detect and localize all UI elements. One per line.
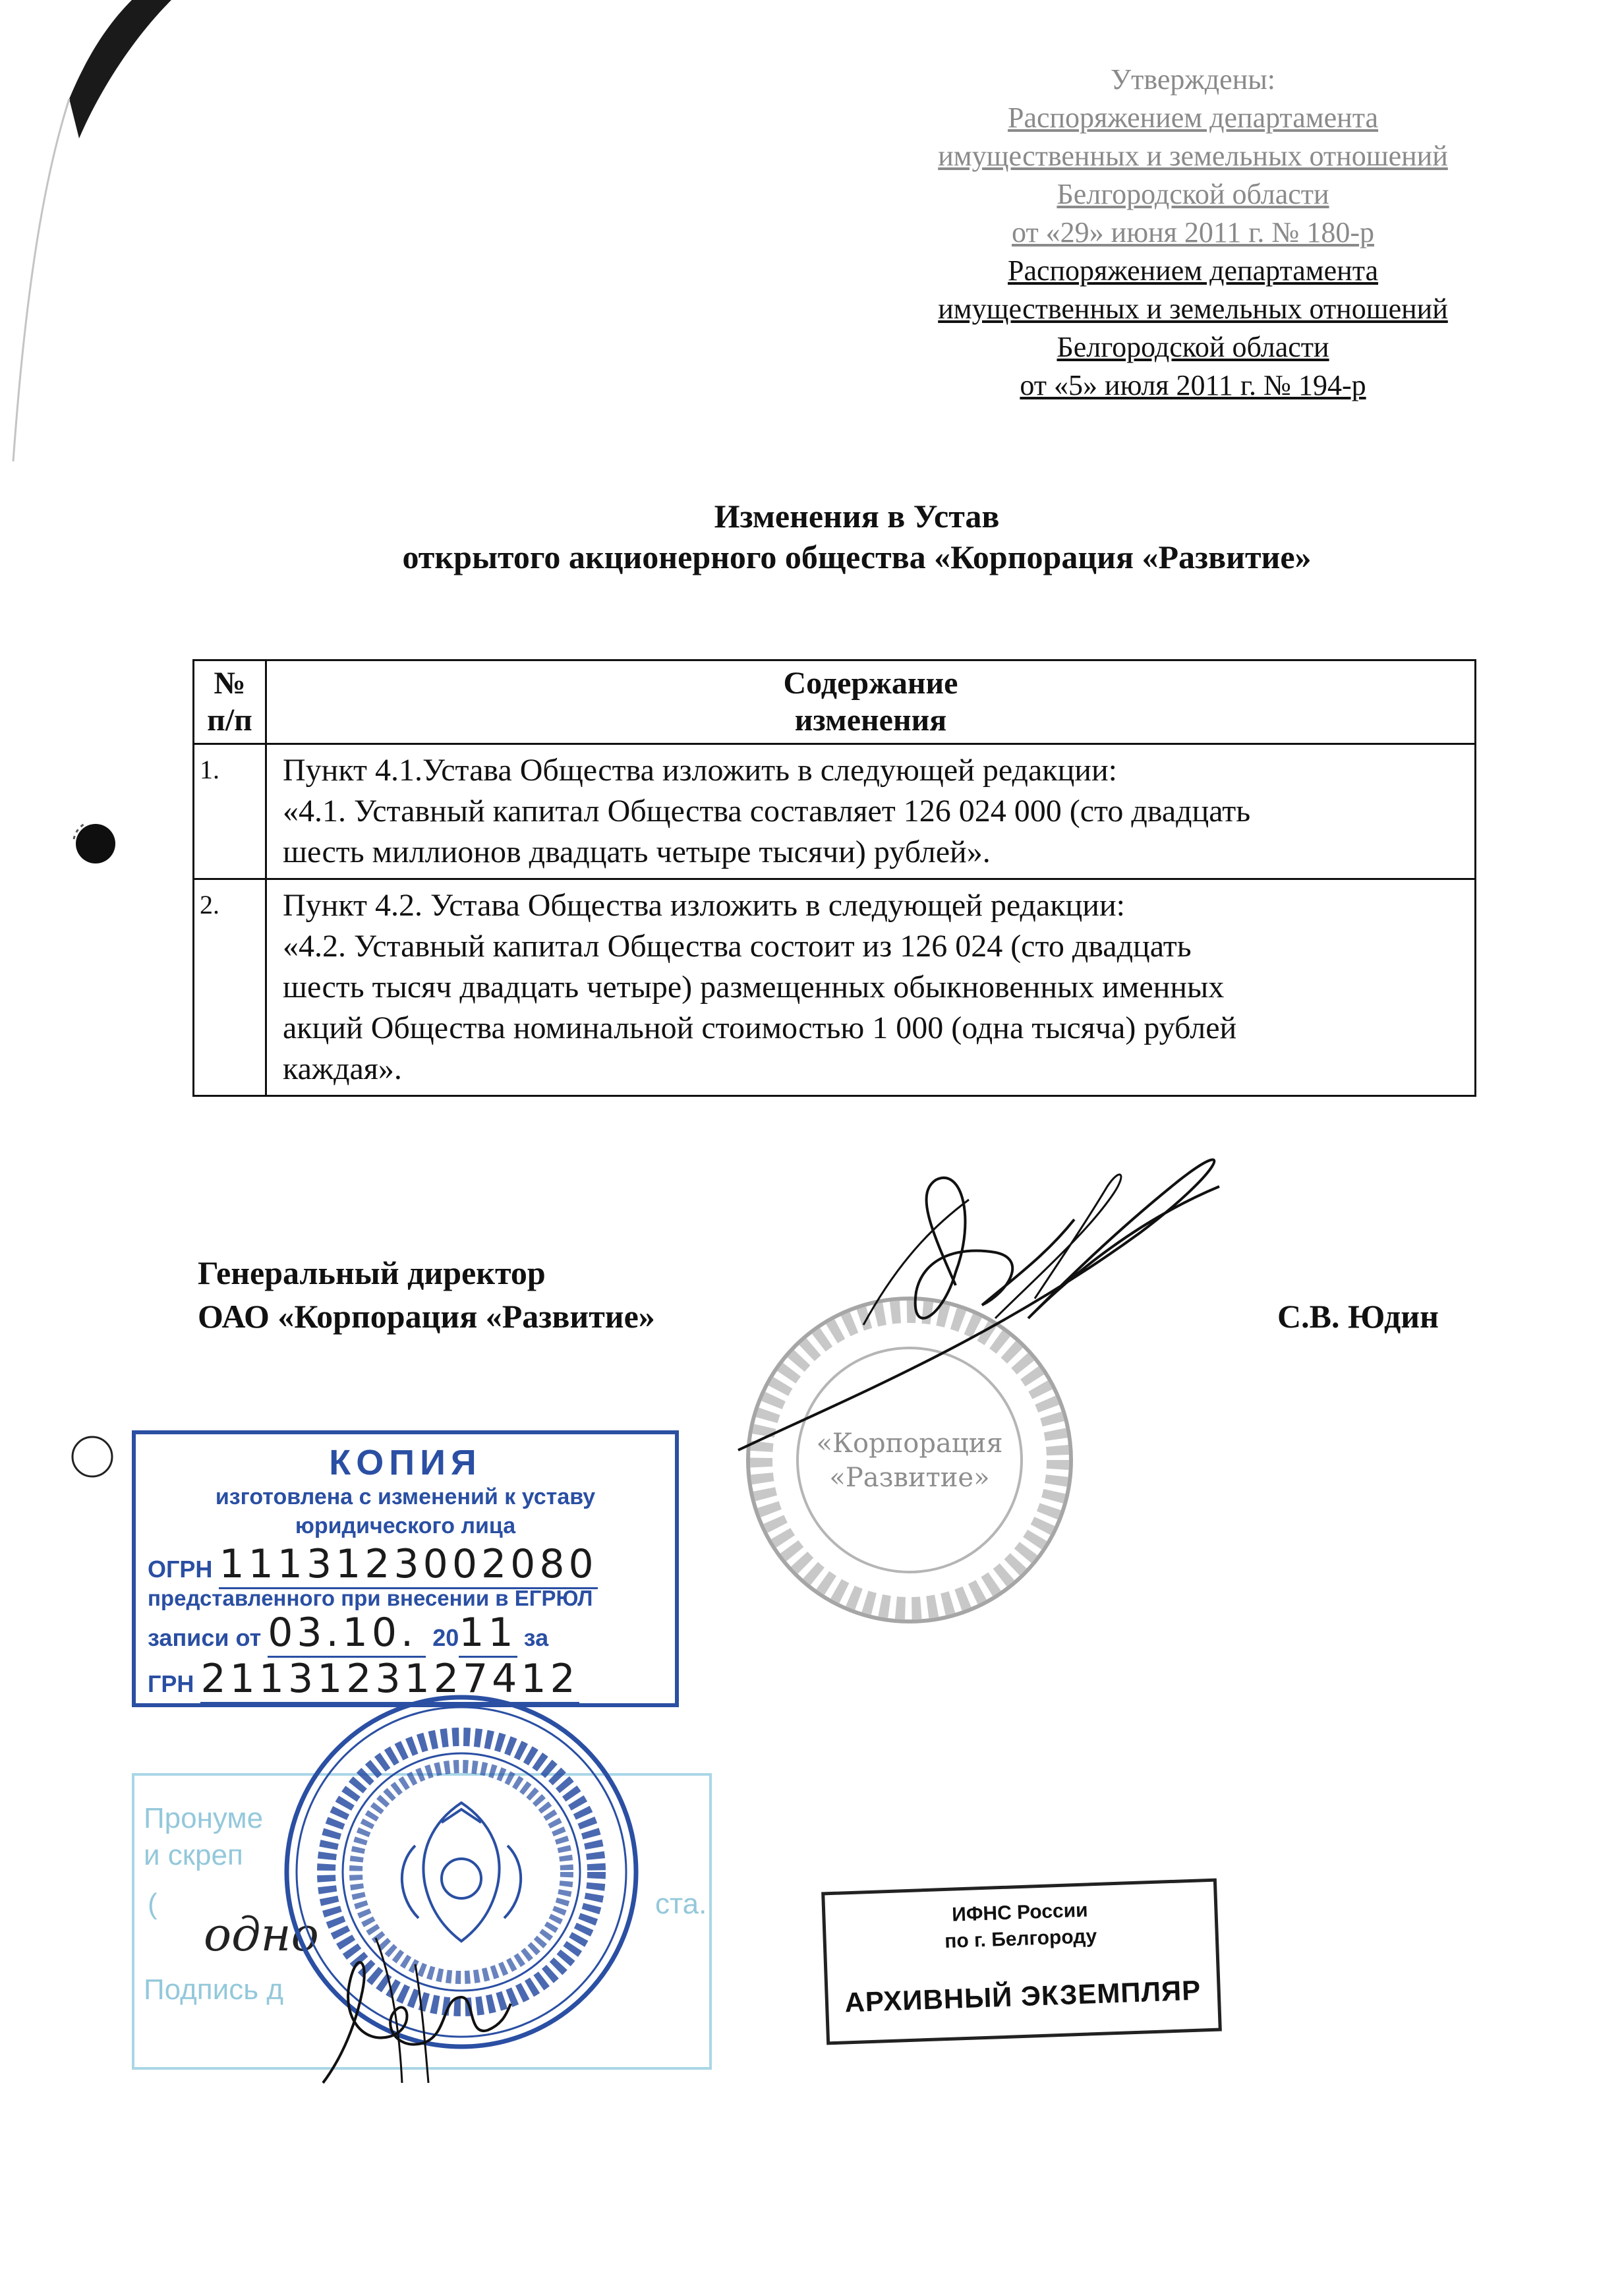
copy-stamp-title: КОПИЯ <box>329 1443 482 1482</box>
bound-stamp-handwritten: одно <box>204 1908 319 1962</box>
record-date: 03.10. <box>268 1610 426 1658</box>
approval-order1-line3: Белгородской области <box>1057 178 1329 210</box>
approval-order1-line2: имущественных и земельных отношений <box>938 140 1448 172</box>
bound-stamp-paren: ( <box>148 1888 158 1920</box>
archive-stamp-line2: по г. Белгороду <box>944 1925 1097 1953</box>
title-line-2: открытого акционерного общества «Корпорация «Развитие» <box>402 539 1312 575</box>
grn-label: ГРН <box>148 1670 194 1697</box>
row-text-line: каждая». <box>283 1051 402 1086</box>
approval-order2-line3: Белгородской области <box>1057 331 1329 363</box>
position-line1: Генеральный директор <box>198 1254 546 1291</box>
row-text-line: акций Общества номинальной стоимостью 1 000 (одна тысяча) рублей <box>283 1010 1237 1045</box>
archive-stamp-line3: АРХИВНЫЙ ЭКЗЕМПЛЯР <box>844 1974 1202 2018</box>
document-title <box>0 496 1624 577</box>
record-suffix: за <box>523 1624 549 1651</box>
record-year: 11 <box>459 1610 517 1658</box>
approval-order1-line1: Распоряжением департамента <box>1007 102 1379 134</box>
archive-stamp-line1: ИФНС России <box>951 1899 1089 1926</box>
ogrn-value: 1113123002080 <box>219 1541 597 1589</box>
header-content-cell <box>266 660 1476 744</box>
header-num-cell <box>194 660 266 744</box>
row-text-line: «4.2. Уставный капитал Общества состоит из 126 024 (сто двадцать <box>283 929 1192 964</box>
title-line-1: Изменения в Устав <box>714 498 1000 535</box>
signatory-name: С.В. Юдин <box>1277 1298 1439 1335</box>
binder-hole-bottom <box>63 1427 122 1486</box>
table-row <box>194 744 1476 879</box>
position-line2: ОАО «Корпорация «Развитие» <box>198 1298 655 1335</box>
approval-heading: Утверждены: <box>1110 63 1276 96</box>
record-label: записи от <box>148 1624 262 1651</box>
row-text-line: Пункт 4.1.Устава Общества изложить в следующей редакции: <box>283 753 1117 788</box>
row-text-line: Пункт 4.2. Устава Общества изложить в следующей редакции: <box>283 888 1125 923</box>
bound-stamp-line3-suffix: ста. <box>655 1888 707 1920</box>
grn-value: 2113123127412 <box>200 1656 579 1704</box>
binder-hole-top <box>59 807 132 880</box>
bound-stamp-line4: Подпись д <box>144 1973 284 2006</box>
header-num-abbr: п/п <box>207 703 252 738</box>
inspector-signature <box>310 1925 521 2103</box>
company-seal-inner-line1: «Корпорация <box>816 1428 1003 1459</box>
row-content <box>266 879 1476 1096</box>
approval-order1-date: от «29» июня 2011 г. № 180-р <box>1012 216 1374 248</box>
record-row <box>148 1610 548 1658</box>
bound-stamp-line1: Пронуме <box>144 1802 264 1834</box>
header-num-symbol: № <box>214 666 246 701</box>
bound-stamp-line2: и скреп <box>144 1839 243 1871</box>
row-text-line: шесть миллионов двадцать четыре тысячи) рублей». <box>283 834 991 869</box>
ogrn-row <box>148 1541 598 1589</box>
copy-stamp-line1: изготовлена с изменений к уставу <box>215 1484 596 1509</box>
table-header-row <box>194 660 1476 744</box>
signatory-position <box>198 1251 655 1338</box>
row-text-line: шесть тысяч двадцать четыре) размещенных обыкновенных именных <box>283 970 1225 1005</box>
amendments-table <box>192 659 1476 1097</box>
header-content-line2: изменения <box>794 703 947 738</box>
page-fold-mark <box>0 0 171 461</box>
approval-block <box>817 61 1569 405</box>
ogrn-label: ОГРН <box>148 1556 213 1583</box>
row-content <box>266 744 1476 879</box>
record-year-prefix: 20 <box>432 1624 459 1651</box>
archive-stamp <box>821 1879 1222 2045</box>
row-number: 2. <box>194 879 266 1096</box>
company-seal-inner-line2: «Развитие» <box>829 1463 990 1493</box>
submitted-line: представленного при внесении в ЕГРЮЛ <box>148 1586 593 1610</box>
row-text-line: «4.1. Уставный капитал Общества составляет 126 024 000 (сто двадцать <box>283 794 1251 829</box>
approval-order2-line2: имущественных и земельных отношений <box>938 293 1448 325</box>
approval-order2-date: от «5» июля 2011 г. № 194-р <box>1020 369 1366 401</box>
header-content-line1: Содержание <box>783 666 958 701</box>
table-row <box>194 879 1476 1096</box>
director-signature <box>718 1121 1246 1463</box>
approval-order2-line1: Распоряжением департамента <box>1007 254 1379 287</box>
copy-stamp <box>132 1430 679 1707</box>
row-number: 1. <box>194 744 266 879</box>
copy-stamp-line2: юридического лица <box>295 1513 516 1538</box>
